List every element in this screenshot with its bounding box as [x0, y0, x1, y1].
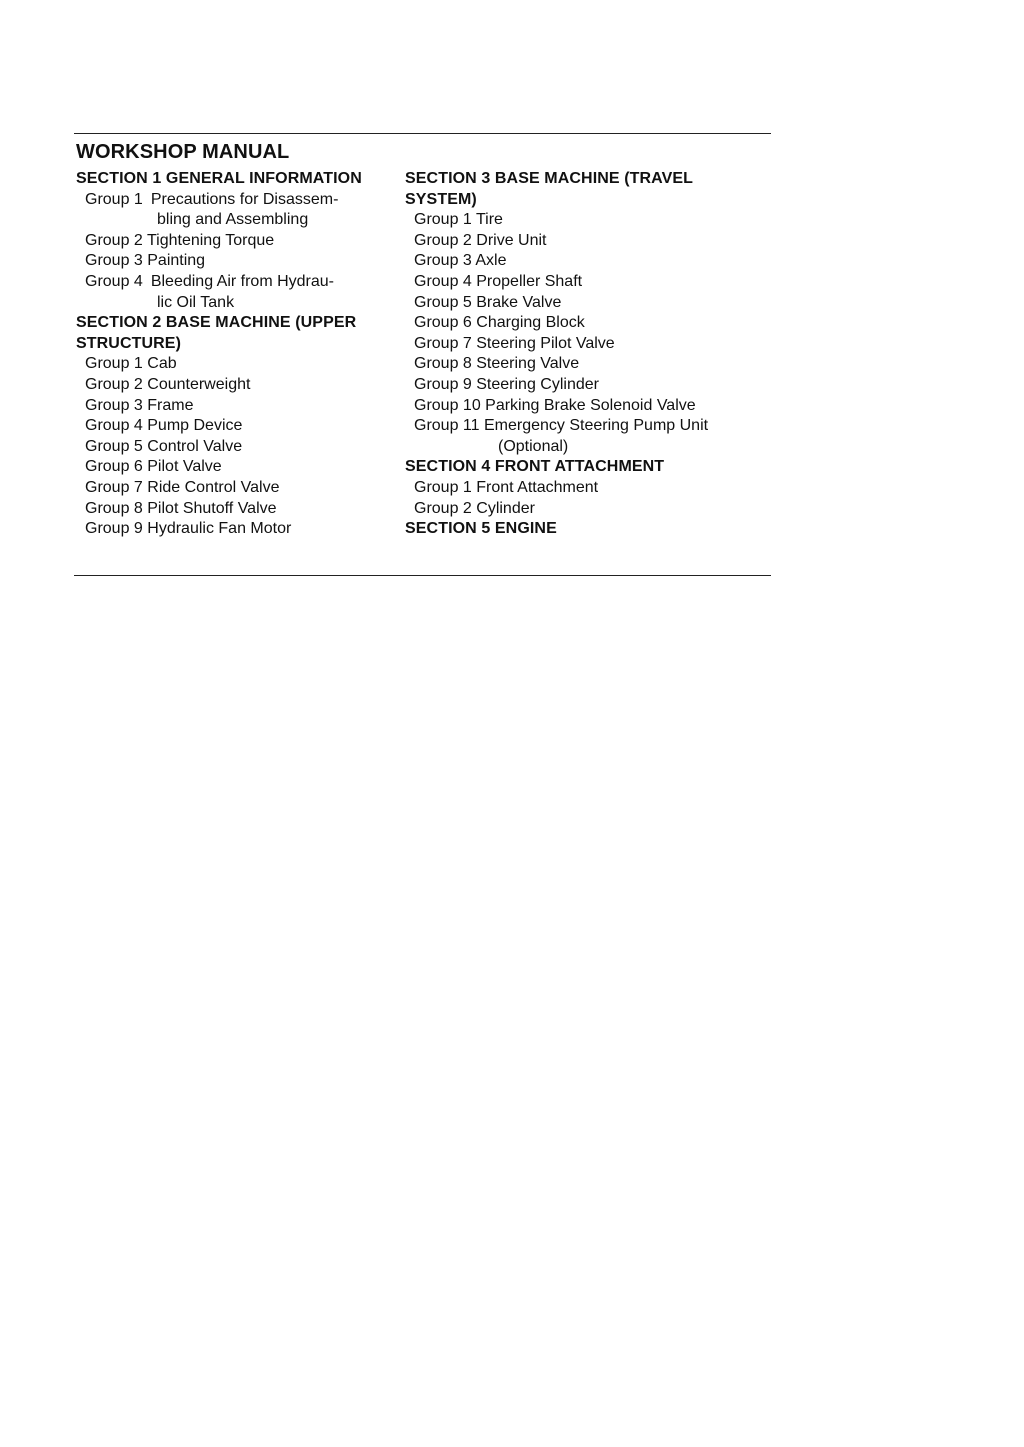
section-2-group: Group 4 Pump Device: [85, 417, 243, 435]
section-3-group: Group 3 Axle: [414, 252, 507, 270]
section-3-group: Group 1 Tire: [414, 211, 503, 229]
section-1-group-2: Group 2 Tightening Torque: [85, 231, 275, 249]
top-rule: [74, 133, 771, 134]
section-3-group: Group 2 Drive Unit: [414, 231, 547, 249]
section-2-group: Group 7 Ride Control Valve: [85, 478, 280, 496]
section-3-heading-continuation: SYSTEM): [405, 190, 477, 208]
section-3-group: Group 7 Steering Pilot Valve: [414, 334, 615, 352]
group-title-continuation: (Optional): [498, 437, 569, 455]
section-2-heading: SECTION 2 BASE MACHINE (UPPER: [76, 314, 357, 332]
section-4-group: Group 1 Front Attachment: [414, 478, 599, 496]
section-1-group-1: [85, 190, 396, 211]
section-1-group-4: [85, 272, 396, 293]
section-3-group: Group 4 Propeller Shaft: [414, 272, 583, 290]
section-3-heading: SECTION 3 BASE MACHINE (TRAVEL: [405, 170, 694, 187]
group-title: Bleeding Air from Hydrau-: [150, 272, 334, 290]
section-1-heading: SECTION 1 GENERAL INFORMATION: [76, 170, 362, 187]
group-title-continuation: lic Oil Tank: [157, 293, 235, 311]
section-2-group: Group 8 Pilot Shutoff Valve: [85, 499, 277, 517]
section-3-group: Group 10 Parking Brake Solenoid Valve: [414, 396, 696, 414]
section-4-heading: SECTION 4 FRONT ATTACHMENT: [405, 458, 665, 476]
section-3-group: Group 11 Emergency Steering Pump Unit: [414, 417, 709, 435]
group-number: Group 1: [85, 190, 143, 208]
section-3-group: Group 6 Charging Block: [414, 314, 585, 332]
document-title: WORKSHOP MANUAL: [76, 141, 290, 163]
contents-left-column: [76, 169, 396, 540]
group-title: Precautions for Disassem-: [150, 190, 339, 208]
section-2-group: Group 5 Control Valve: [85, 437, 243, 455]
section-2-group: Group 2 Counterweight: [85, 375, 251, 393]
section-2-group: Group 3 Frame: [85, 396, 194, 414]
section-3-group: Group 5 Brake Valve: [414, 293, 562, 311]
section-4-group: Group 2 Cylinder: [414, 499, 535, 517]
section-3-group: Group 8 Steering Valve: [414, 355, 580, 373]
bottom-rule: [74, 575, 771, 576]
section-5-heading: SECTION 5 ENGINE: [405, 520, 557, 538]
section-3-group: Group 9 Steering Cylinder: [414, 375, 599, 393]
section-2-group: Group 9 Hydraulic Fan Motor: [85, 520, 292, 538]
contents-right-column: [405, 169, 775, 540]
section-2-group: Group 1 Cab: [85, 355, 177, 373]
section-2-heading-continuation: STRUCTURE): [76, 334, 181, 352]
section-1-group-3: Group 3 Painting: [85, 252, 206, 270]
section-2-group: Group 6 Pilot Valve: [85, 458, 222, 476]
group-title-continuation: bling and Assembling: [157, 211, 309, 229]
group-number: Group 4: [85, 272, 143, 290]
